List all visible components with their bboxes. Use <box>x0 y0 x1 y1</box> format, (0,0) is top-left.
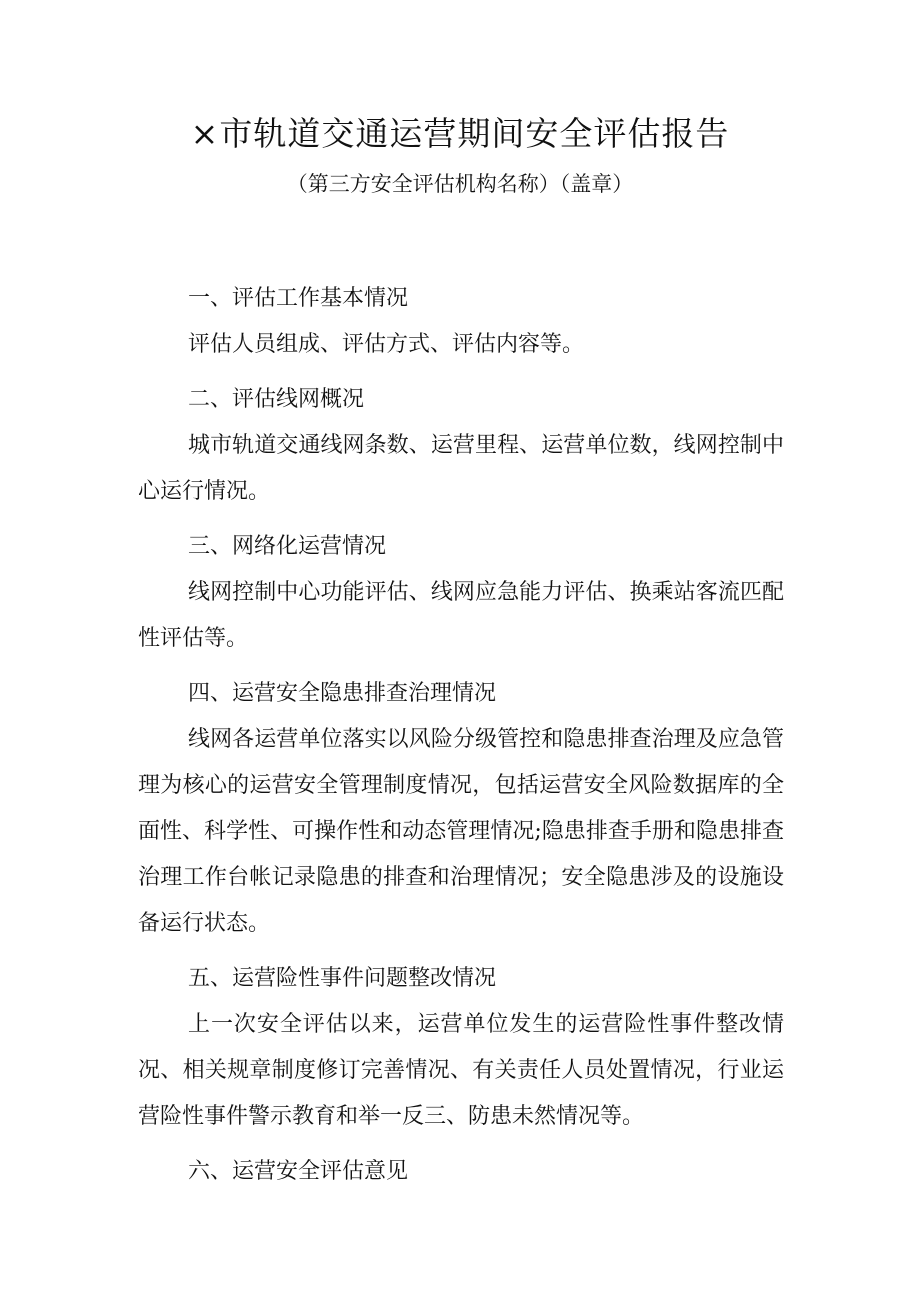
section-heading-5: 五、运营险性事件问题整改情况 <box>188 966 497 991</box>
report-body <box>138 276 784 1195</box>
section-gap <box>138 662 784 671</box>
section-gap <box>138 368 784 377</box>
report-title: ×市轨道交通运营期间安全评估报告 <box>190 114 730 153</box>
section-body-3: 线网控制中心功能评估、线网应急能力评估、换乘站客流匹配性评估等。 <box>138 580 784 651</box>
section-gap <box>138 1140 784 1149</box>
section-gap <box>138 515 784 524</box>
section-body-2: 城市轨道交通线网条数、运营里程、运营单位数，线网控制中心运行情况。 <box>138 433 784 504</box>
section-body-1: 评估人员组成、评估方式、评估内容等。 <box>188 332 585 357</box>
section-body-4: 线网各运营单位落实以风险分级管控和隐患排查治理及应急管理为核心的运营安全管理制度情况，包括运营安全风险数据库的全面性、科学性、可操作性和动态管理情况;隐患排查手册和隐患排查治理工作台帐记录隐患的排查和治理情况；安全隐患涉及的设施设备运行状态。 <box>138 727 784 936</box>
section-heading-6: 六、运营安全评估意见 <box>188 1159 409 1184</box>
section-gap <box>138 947 784 956</box>
section-heading-4: 四、运营安全隐患排查治理情况 <box>188 681 497 706</box>
section-heading-3: 三、网络化运营情况 <box>188 534 387 559</box>
section-heading-1: 一、评估工作基本情况 <box>188 286 409 311</box>
section-heading-2: 二、评估线网概况 <box>188 387 365 412</box>
report-subtitle: （第三方安全评估机构名称）（盖章） <box>286 172 634 196</box>
section-body-5: 上一次安全评估以来，运营单位发生的运营险性事件整改情况、相关规章制度修订完善情况、有关责任人员处置情况，行业运营险性事件警示教育和举一反三、防患未然情况等。 <box>138 1012 784 1129</box>
